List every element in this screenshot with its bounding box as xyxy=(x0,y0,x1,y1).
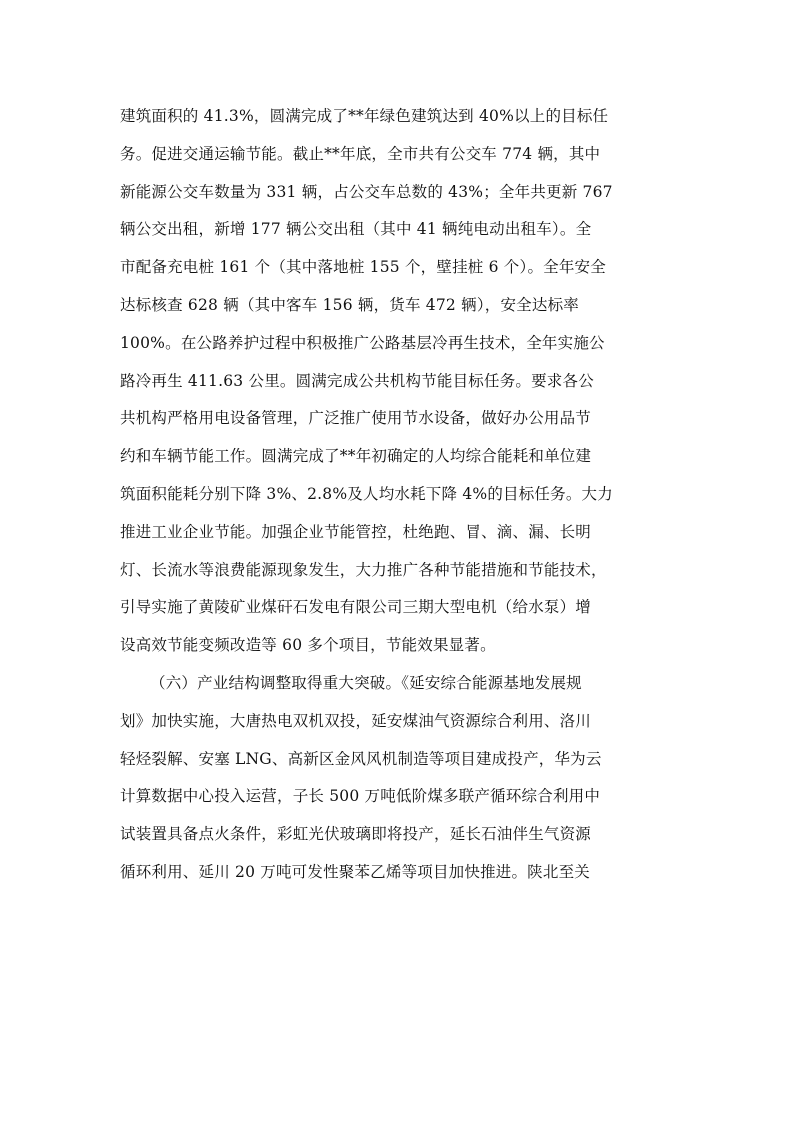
text-line: 100%。在公路养护过程中积极推广公路基层冷再生技术，全年实施公 xyxy=(120,333,605,352)
text-line: 市配备充电桩 161 个（其中落地桩 155 个，壁挂桩 6 个）。全年安全 xyxy=(120,258,606,277)
paragraph-heading-line: （六）产业结构调整取得重大突破。《延安综合能源基地发展规 xyxy=(150,673,582,692)
text-line: 循环利用、延川 20 万吨可发性聚苯乙烯等项目加快推进。陕北至关 xyxy=(120,862,590,881)
text-line: 计算数据中心投入运营，子长 500 万吨低阶煤多联产循环综合利用中 xyxy=(120,787,601,806)
text-line: 达标核查 628 辆（其中客车 156 辆，货车 472 辆），安全达标率 xyxy=(120,295,579,314)
text-line: 划》加快实施，大唐热电双机双投，延安煤油气资源综合利用、洛川 xyxy=(120,711,592,730)
text-line: 辆公交出租，新增 177 辆公交出租（其中 41 辆纯电动出租车）。全 xyxy=(120,220,592,239)
text-line: 路冷再生 411.63 公里。圆满完成公共机构节能目标任务。要求各公 xyxy=(120,371,594,390)
text-line: 约和车辆节能工作。圆满完成了**年初确定的人均综合能耗和单位建 xyxy=(120,447,592,466)
text-line: 共机构严格用电设备管理，广泛推广使用节水设备，做好办公用品节 xyxy=(120,409,592,428)
text-line: 设高效节能变频改造等 60 多个项目，节能效果显著。 xyxy=(120,636,496,655)
body-text xyxy=(120,98,680,892)
text-line: 建筑面积的 41.3%，圆满完成了**年绿色建筑达到 40%以上的目标任 xyxy=(120,107,609,125)
text-line: 推进工业企业节能。加强企业节能管控，杜绝跑、冒、滴、漏、长明 xyxy=(120,522,592,541)
text-line: 轻烃裂解、安塞 LNG、高新区金风风机制造等项目建成投产，华为云 xyxy=(120,749,602,768)
text-line: 灯、长流水等浪费能源现象发生，大力推广各种节能措施和节能技术， xyxy=(120,560,607,579)
text-line: 试装置具备点火条件，彩虹光伏玻璃即将投产，延长石油伴生气资源 xyxy=(120,825,592,844)
text-line: 新能源公交车数量为 331 辆，占公交车总数的 43%；全年共更新 767 xyxy=(120,182,613,201)
text-line: 务。促进交通运输节能。截止**年底，全市共有公交车 774 辆，其中 xyxy=(120,144,601,163)
text-line: 筑面积能耗分别下降 3%、2.8%及人均水耗下降 4%的目标任务。大力 xyxy=(120,484,613,503)
text-line: 引导实施了黄陵矿业煤矸石发电有限公司三期大型电机（给水泵）增 xyxy=(120,598,592,617)
